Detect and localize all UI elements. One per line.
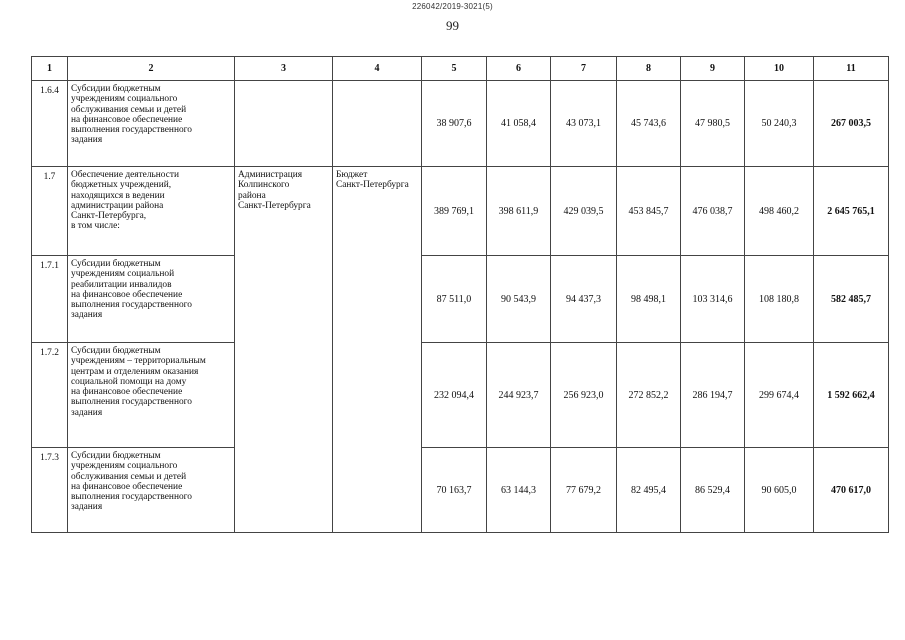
description-line: задания (71, 135, 103, 146)
description-line: социальной помощи на дому (71, 376, 187, 387)
row-number: 1.7 (32, 167, 68, 256)
total-cell: 267 003,5 (814, 81, 889, 167)
row-description (68, 256, 235, 343)
description-line: бюджетных учреждений, (71, 180, 172, 191)
source-line: Бюджет (336, 170, 368, 180)
value-cell: 87 511,0 (422, 256, 487, 343)
description-line: на финансовое обеспечение (71, 289, 183, 300)
value-cell: 94 437,3 (551, 256, 617, 343)
value-cell: 38 907,6 (422, 81, 487, 167)
value-cell: 232 094,4 (422, 343, 487, 448)
header-row (32, 57, 889, 81)
header-cell: 7 (551, 57, 617, 81)
total-cell: 2 645 765,1 (814, 167, 889, 256)
value-cell: 286 194,7 (681, 343, 745, 448)
header-cell: 8 (617, 57, 681, 81)
value-cell: 63 144,3 (487, 448, 551, 533)
page-number: 99 (446, 18, 459, 33)
executor-line: Колпинского (238, 180, 290, 191)
description-line: выполнения государственного (71, 492, 192, 503)
value-cell: 244 923,7 (487, 343, 551, 448)
description-line: центрам и отделениям оказания (71, 366, 199, 377)
table-row (32, 167, 889, 256)
description-line: Субсидии бюджетным (71, 451, 161, 461)
row-description (68, 448, 235, 533)
description-line: Субсидии бюджетным (71, 259, 161, 269)
row-description (68, 167, 235, 256)
row-number: 1.6.4 (32, 81, 68, 167)
value-cell: 272 852,2 (617, 343, 681, 448)
source-cell (333, 167, 422, 533)
header-cell: 4 (333, 57, 422, 81)
value-cell: 256 923,0 (551, 343, 617, 448)
source-line: Санкт-Петербурга (336, 180, 409, 191)
value-cell: 98 498,1 (617, 256, 681, 343)
description-line: учреждениям социального (71, 94, 178, 105)
description-line: учреждениям – территориальным (71, 356, 206, 367)
description-line: выполнения государственного (71, 125, 192, 136)
value-cell: 108 180,8 (745, 256, 814, 343)
value-cell: 50 240,3 (745, 81, 814, 167)
row-number: 1.7.2 (32, 343, 68, 448)
row-number: 1.7.1 (32, 256, 68, 343)
description-line: на финансовое обеспечение (71, 114, 183, 125)
description-line: задания (71, 502, 103, 513)
executor-line: Санкт-Петербурга (238, 200, 311, 211)
row-description (68, 343, 235, 448)
executor-line: района (238, 190, 266, 201)
table-row (32, 256, 889, 343)
value-cell: 453 845,7 (617, 167, 681, 256)
value-cell: 47 980,5 (681, 81, 745, 167)
description-line: Санкт-Петербурга, (71, 211, 147, 222)
value-cell: 90 605,0 (745, 448, 814, 533)
value-cell: 429 039,5 (551, 167, 617, 256)
total-cell: 1 592 662,4 (814, 343, 889, 448)
value-cell: 82 495,4 (617, 448, 681, 533)
description-line: администрации района (71, 200, 164, 211)
description-line: обслуживания семьи и детей (71, 471, 187, 482)
value-cell: 90 543,9 (487, 256, 551, 343)
value-cell: 498 460,2 (745, 167, 814, 256)
description-line: находящихся в ведении (71, 190, 165, 201)
description-line: Субсидии бюджетным (71, 346, 161, 356)
description-line: на финансовое обеспечение (71, 481, 183, 492)
program-table (31, 56, 889, 533)
description-line: выполнения государственного (71, 397, 192, 408)
description-line: учреждениям социальной (71, 269, 175, 280)
description-line: Обеспечение деятельности (71, 170, 180, 180)
description-line: в том числе: (71, 221, 120, 232)
description-line: выполнения государственного (71, 300, 192, 311)
header-cell: 9 (681, 57, 745, 81)
value-cell: 70 163,7 (422, 448, 487, 533)
description-line: на финансовое обеспечение (71, 387, 183, 398)
header-cell: 2 (68, 57, 235, 81)
row-description (68, 81, 235, 167)
value-cell: 103 314,6 (681, 256, 745, 343)
value-cell: 389 769,1 (422, 167, 487, 256)
description-line: задания (71, 310, 103, 321)
value-cell: 43 073,1 (551, 81, 617, 167)
value-cell: 41 058,4 (487, 81, 551, 167)
table-row (32, 448, 889, 533)
source-cell-empty (333, 81, 422, 167)
executor-cell-empty (235, 81, 333, 167)
header-cell: 3 (235, 57, 333, 81)
value-cell: 86 529,4 (681, 448, 745, 533)
description-line: реабилитации инвалидов (71, 279, 172, 290)
value-cell: 45 743,6 (617, 81, 681, 167)
description-line: Субсидии бюджетным (71, 84, 161, 94)
document-id: 226042/2019-3021(5) (412, 2, 493, 11)
value-cell: 77 679,2 (551, 448, 617, 533)
header-cell: 10 (745, 57, 814, 81)
value-cell: 476 038,7 (681, 167, 745, 256)
executor-cell (235, 167, 333, 533)
row-number: 1.7.3 (32, 448, 68, 533)
total-cell: 582 485,7 (814, 256, 889, 343)
header-cell: 1 (32, 57, 68, 81)
total-cell: 470 617,0 (814, 448, 889, 533)
table-row (32, 343, 889, 448)
table-row (32, 81, 889, 167)
executor-line: Администрация (238, 170, 303, 180)
header-cell: 5 (422, 57, 487, 81)
header-cell: 11 (814, 57, 889, 81)
value-cell: 398 611,9 (487, 167, 551, 256)
header-cell: 6 (487, 57, 551, 81)
description-line: обслуживания семьи и детей (71, 104, 187, 115)
value-cell: 299 674,4 (745, 343, 814, 448)
description-line: задания (71, 407, 103, 418)
description-line: учреждениям социального (71, 461, 178, 472)
